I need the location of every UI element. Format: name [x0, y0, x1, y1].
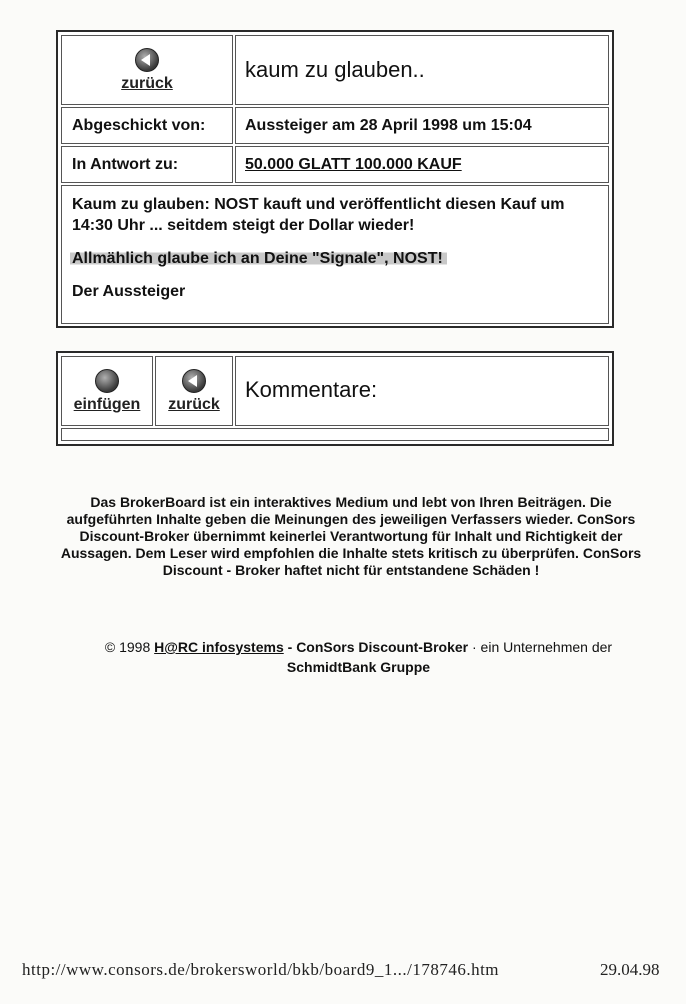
- reply-to-label: In Antwort zu:: [61, 146, 233, 183]
- post-frame: [56, 30, 614, 328]
- copyright: [56, 637, 661, 677]
- post-title: kaum zu glauben..: [235, 35, 609, 105]
- comments-frame: [56, 351, 614, 446]
- insert-button[interactable]: [61, 356, 153, 426]
- reply-to-link-text[interactable]: 50.000 GLATT 100.000 KAUF: [245, 155, 462, 173]
- comments-list: [61, 428, 609, 441]
- back-button-label: zurück: [121, 74, 173, 92]
- reply-to-link[interactable]: [235, 146, 609, 183]
- body-highlight-paragraph: [72, 248, 598, 269]
- sent-by-value: Aussteiger am 28 April 1998 um 15:04: [235, 107, 609, 144]
- comments-title: Kommentare:: [235, 356, 609, 426]
- sent-by-label: Abgeschickt von:: [61, 107, 233, 144]
- back-arrow-icon: [182, 369, 206, 393]
- footer-date: 29.04.98: [600, 960, 660, 979]
- copyright-dash: -: [283, 639, 297, 655]
- copyright-middle: · ein Unternehmen der: [468, 639, 613, 655]
- comments-back-button[interactable]: [155, 356, 233, 426]
- copyright-prefix: © 1998: [104, 639, 155, 655]
- broker-name: ConSors Discount-Broker: [296, 639, 469, 655]
- highlighted-text: Allmählich glaube ich an Deine "Signale", NOST!: [70, 250, 447, 267]
- comments-back-label: zurück: [168, 395, 220, 413]
- harc-infosystems-link[interactable]: H@RC infosystems: [154, 639, 284, 655]
- footer-url: http://www.consors.de/brokersworld/bkb/board9_1.../178746.htm: [22, 960, 500, 979]
- insert-orb-icon: [95, 369, 119, 393]
- back-arrow-icon: [135, 48, 159, 72]
- disclaimer: Das BrokerBoard ist ein interaktives Medium und lebt von Ihren Beiträgen. Die aufgeführten Inhalte geben die Meinungen des jeweiligen Verfassers wieder. ConSors Discount-Broker übernimmt keinerlei Verantwortung für Inhalt und Richtigkeit der Aussagen. Dem Leser wird empfohlen die Inhalte stets kritisch zu überprüfen. ConSors Discount - Broker haftet nicht für entstandene Schäden !: [60, 494, 642, 578]
- signature: Der Aussteiger: [72, 283, 186, 300]
- body-paragraph: Kaum zu glauben: NOST kauft und veröffentlicht diesen Kauf um 14:30 Uhr ... seitdem steigt der Dollar wieder!: [72, 196, 565, 234]
- back-button[interactable]: [61, 35, 233, 105]
- insert-button-label: einfügen: [73, 395, 141, 413]
- post-body: [61, 185, 609, 324]
- group-name: SchmidtBank Gruppe: [286, 659, 431, 675]
